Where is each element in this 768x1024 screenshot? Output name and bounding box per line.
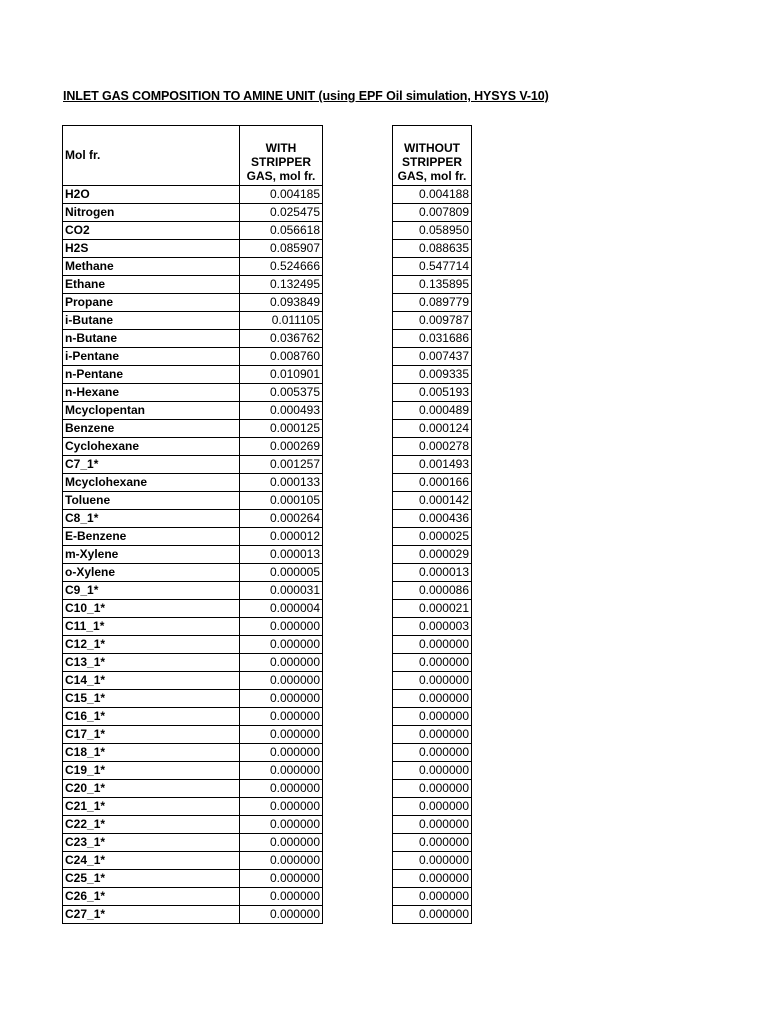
table-row xyxy=(63,528,323,546)
with-stripper-value: 0.000105 xyxy=(240,492,323,510)
table-row xyxy=(63,366,323,384)
with-stripper-value: 0.000000 xyxy=(240,708,323,726)
with-stripper-value: 0.000000 xyxy=(240,906,323,924)
table-row xyxy=(393,474,472,492)
without-stripper-value: 0.000013 xyxy=(393,564,472,582)
component-name: C23_1* xyxy=(63,834,240,852)
with-header-line-1: WITH xyxy=(265,141,297,155)
table-row xyxy=(393,276,472,294)
component-name: C16_1* xyxy=(63,708,240,726)
table-row xyxy=(63,402,323,420)
with-stripper-value: 0.000000 xyxy=(240,870,323,888)
table-row xyxy=(63,276,323,294)
with-stripper-value: 0.005375 xyxy=(240,384,323,402)
with-stripper-value: 0.000493 xyxy=(240,402,323,420)
table-row xyxy=(63,456,323,474)
table-row xyxy=(63,600,323,618)
component-name: Cyclohexane xyxy=(63,438,240,456)
with-stripper-value: 0.000000 xyxy=(240,816,323,834)
with-stripper-value: 0.000125 xyxy=(240,420,323,438)
with-stripper-value: 0.000000 xyxy=(240,744,323,762)
table-row xyxy=(63,690,323,708)
with-stripper-value: 0.000004 xyxy=(240,600,323,618)
without-stripper-value: 0.000000 xyxy=(393,708,472,726)
with-stripper-value: 0.093849 xyxy=(240,294,323,312)
without-stripper-value: 0.000000 xyxy=(393,726,472,744)
component-name: Mcyclopentan xyxy=(63,402,240,420)
table-row xyxy=(393,330,472,348)
table-row xyxy=(393,564,472,582)
table-row xyxy=(393,672,472,690)
component-name: C18_1* xyxy=(63,744,240,762)
with-stripper-value: 0.004185 xyxy=(240,186,323,204)
component-name: C12_1* xyxy=(63,636,240,654)
with-header-line-3: GAS, mol fr. xyxy=(246,169,316,183)
table-row xyxy=(63,348,323,366)
table-row xyxy=(63,672,323,690)
without-stripper-gas-table xyxy=(392,125,472,924)
without-stripper-value: 0.005193 xyxy=(393,384,472,402)
table-row xyxy=(393,312,472,330)
table-row xyxy=(63,204,323,222)
component-name: Benzene xyxy=(63,420,240,438)
table-row xyxy=(393,528,472,546)
without-stripper-value: 0.009787 xyxy=(393,312,472,330)
table-row xyxy=(63,744,323,762)
table-row xyxy=(393,762,472,780)
table-row xyxy=(63,834,323,852)
table-row xyxy=(393,816,472,834)
component-name: i-Butane xyxy=(63,312,240,330)
without-stripper-value: 0.000000 xyxy=(393,906,472,924)
without-stripper-value: 0.001493 xyxy=(393,456,472,474)
component-name: C8_1* xyxy=(63,510,240,528)
without-stripper-value: 0.000000 xyxy=(393,888,472,906)
table-row xyxy=(63,330,323,348)
with-stripper-value: 0.000000 xyxy=(240,690,323,708)
table-row xyxy=(393,510,472,528)
table-row xyxy=(63,906,323,924)
component-name: C25_1* xyxy=(63,870,240,888)
table-row xyxy=(393,654,472,672)
without-stripper-value: 0.000000 xyxy=(393,744,472,762)
without-stripper-value: 0.004188 xyxy=(393,186,472,204)
with-stripper-value: 0.000000 xyxy=(240,852,323,870)
table-row xyxy=(393,348,472,366)
with-stripper-value: 0.000000 xyxy=(240,618,323,636)
component-name: n-Hexane xyxy=(63,384,240,402)
table-row xyxy=(63,870,323,888)
table-row xyxy=(63,294,323,312)
without-stripper-value: 0.135895 xyxy=(393,276,472,294)
without-stripper-value: 0.000029 xyxy=(393,546,472,564)
table-row xyxy=(393,636,472,654)
component-name: CO2 xyxy=(63,222,240,240)
table-row xyxy=(63,438,323,456)
component-name: Nitrogen xyxy=(63,204,240,222)
table-row xyxy=(393,780,472,798)
component-name: C21_1* xyxy=(63,798,240,816)
table-row xyxy=(393,294,472,312)
without-stripper-value: 0.000000 xyxy=(393,816,472,834)
table-row xyxy=(393,204,472,222)
table-row xyxy=(393,492,472,510)
component-name: C14_1* xyxy=(63,672,240,690)
without-header-line-3: GAS, mol fr. xyxy=(397,169,467,183)
table-row xyxy=(393,888,472,906)
with-stripper-value: 0.000000 xyxy=(240,888,323,906)
table-row xyxy=(63,582,323,600)
without-stripper-value: 0.000000 xyxy=(393,636,472,654)
component-name: C20_1* xyxy=(63,780,240,798)
component-header: Mol fr. xyxy=(63,126,240,186)
without-stripper-value: 0.000489 xyxy=(393,402,472,420)
without-header-line-1: WITHOUT xyxy=(404,141,460,155)
component-name: Methane xyxy=(63,258,240,276)
header-row xyxy=(393,126,472,186)
header-row xyxy=(63,126,323,186)
table-row xyxy=(63,240,323,258)
with-stripper-value: 0.000000 xyxy=(240,672,323,690)
without-stripper-value: 0.000086 xyxy=(393,582,472,600)
table-row xyxy=(63,510,323,528)
component-name: o-Xylene xyxy=(63,564,240,582)
table-row xyxy=(393,186,472,204)
table-row xyxy=(63,186,323,204)
without-stripper-value: 0.000000 xyxy=(393,852,472,870)
component-name: n-Pentane xyxy=(63,366,240,384)
table-row xyxy=(63,492,323,510)
without-stripper-value: 0.000003 xyxy=(393,618,472,636)
component-name: H2S xyxy=(63,240,240,258)
without-stripper-value: 0.000000 xyxy=(393,690,472,708)
without-stripper-value: 0.000000 xyxy=(393,780,472,798)
without-stripper-value: 0.000166 xyxy=(393,474,472,492)
component-name: C9_1* xyxy=(63,582,240,600)
table-row xyxy=(393,600,472,618)
table-row xyxy=(393,384,472,402)
component-name: n-Butane xyxy=(63,330,240,348)
with-stripper-value: 0.010901 xyxy=(240,366,323,384)
with-stripper-value: 0.000000 xyxy=(240,636,323,654)
without-header-line-2: STRIPPER xyxy=(401,155,462,169)
component-name: Propane xyxy=(63,294,240,312)
with-header-line-2: STRIPPER xyxy=(250,155,311,169)
table-row xyxy=(393,726,472,744)
component-name: C24_1* xyxy=(63,852,240,870)
table-row xyxy=(63,636,323,654)
component-name: Toluene xyxy=(63,492,240,510)
with-stripper-value: 0.000133 xyxy=(240,474,323,492)
table-row xyxy=(393,438,472,456)
with-stripper-header xyxy=(240,126,323,186)
with-stripper-value: 0.085907 xyxy=(240,240,323,258)
component-name: C26_1* xyxy=(63,888,240,906)
without-stripper-value: 0.000000 xyxy=(393,672,472,690)
without-stripper-value: 0.000000 xyxy=(393,834,472,852)
table-row xyxy=(63,762,323,780)
table-row xyxy=(393,420,472,438)
without-stripper-header xyxy=(393,126,472,186)
table-row xyxy=(63,888,323,906)
table-row xyxy=(393,744,472,762)
with-stripper-value: 0.000000 xyxy=(240,654,323,672)
component-name: C11_1* xyxy=(63,618,240,636)
component-name: C15_1* xyxy=(63,690,240,708)
table-row xyxy=(63,852,323,870)
table-row xyxy=(63,726,323,744)
table-row xyxy=(63,798,323,816)
component-name: C27_1* xyxy=(63,906,240,924)
table-row xyxy=(63,654,323,672)
table-row xyxy=(63,816,323,834)
without-stripper-value: 0.088635 xyxy=(393,240,472,258)
without-stripper-value: 0.089779 xyxy=(393,294,472,312)
without-stripper-value: 0.000142 xyxy=(393,492,472,510)
table-row xyxy=(393,906,472,924)
table-row xyxy=(393,402,472,420)
component-name: C17_1* xyxy=(63,726,240,744)
with-stripper-value: 0.000031 xyxy=(240,582,323,600)
with-stripper-value: 0.056618 xyxy=(240,222,323,240)
table-row xyxy=(63,474,323,492)
component-name: C13_1* xyxy=(63,654,240,672)
without-stripper-value: 0.000025 xyxy=(393,528,472,546)
table-row xyxy=(393,870,472,888)
with-stripper-value: 0.000000 xyxy=(240,798,323,816)
component-name: H2O xyxy=(63,186,240,204)
component-name: C22_1* xyxy=(63,816,240,834)
with-stripper-value: 0.000000 xyxy=(240,762,323,780)
with-stripper-value: 0.000264 xyxy=(240,510,323,528)
table-row xyxy=(393,852,472,870)
with-stripper-value: 0.524666 xyxy=(240,258,323,276)
without-stripper-value: 0.000000 xyxy=(393,870,472,888)
with-stripper-value: 0.000000 xyxy=(240,726,323,744)
without-stripper-value: 0.009335 xyxy=(393,366,472,384)
table-row xyxy=(63,618,323,636)
table-row xyxy=(63,708,323,726)
table-row xyxy=(63,312,323,330)
table-row xyxy=(63,258,323,276)
with-stripper-value: 0.000000 xyxy=(240,780,323,798)
table-row xyxy=(63,384,323,402)
without-stripper-value: 0.000278 xyxy=(393,438,472,456)
table-row xyxy=(393,240,472,258)
component-name: m-Xylene xyxy=(63,546,240,564)
without-stripper-value: 0.000124 xyxy=(393,420,472,438)
component-name: C19_1* xyxy=(63,762,240,780)
table-row xyxy=(393,834,472,852)
table-row xyxy=(393,456,472,474)
table-row xyxy=(393,690,472,708)
table-row xyxy=(393,708,472,726)
table-row xyxy=(63,420,323,438)
table-row xyxy=(393,618,472,636)
table-row xyxy=(393,546,472,564)
table-row xyxy=(393,258,472,276)
table-row xyxy=(393,582,472,600)
with-stripper-value: 0.001257 xyxy=(240,456,323,474)
with-stripper-value: 0.000013 xyxy=(240,546,323,564)
without-stripper-value: 0.547714 xyxy=(393,258,472,276)
table-row xyxy=(63,546,323,564)
with-stripper-value: 0.000269 xyxy=(240,438,323,456)
without-stripper-value: 0.000436 xyxy=(393,510,472,528)
without-stripper-value: 0.000000 xyxy=(393,798,472,816)
with-stripper-value: 0.011105 xyxy=(240,312,323,330)
component-name: C7_1* xyxy=(63,456,240,474)
component-name: i-Pentane xyxy=(63,348,240,366)
table-row xyxy=(63,222,323,240)
table-row xyxy=(63,564,323,582)
component-name: E-Benzene xyxy=(63,528,240,546)
with-stripper-value: 0.008760 xyxy=(240,348,323,366)
with-stripper-value: 0.025475 xyxy=(240,204,323,222)
with-stripper-value: 0.000005 xyxy=(240,564,323,582)
without-stripper-value: 0.007809 xyxy=(393,204,472,222)
component-name: C10_1* xyxy=(63,600,240,618)
table-row xyxy=(393,222,472,240)
table-row xyxy=(393,366,472,384)
with-stripper-value: 0.000000 xyxy=(240,834,323,852)
with-stripper-value: 0.036762 xyxy=(240,330,323,348)
without-stripper-value: 0.000021 xyxy=(393,600,472,618)
without-stripper-value: 0.058950 xyxy=(393,222,472,240)
with-stripper-gas-table xyxy=(62,125,323,924)
with-stripper-value: 0.000012 xyxy=(240,528,323,546)
document-title: INLET GAS COMPOSITION TO AMINE UNIT (using EPF Oil simulation, HYSYS V-10) xyxy=(63,89,549,103)
component-name: Mcyclohexane xyxy=(63,474,240,492)
component-name: Ethane xyxy=(63,276,240,294)
table-row xyxy=(63,780,323,798)
without-stripper-value: 0.007437 xyxy=(393,348,472,366)
with-stripper-value: 0.132495 xyxy=(240,276,323,294)
without-stripper-value: 0.000000 xyxy=(393,654,472,672)
table-row xyxy=(393,798,472,816)
without-stripper-value: 0.031686 xyxy=(393,330,472,348)
without-stripper-value: 0.000000 xyxy=(393,762,472,780)
